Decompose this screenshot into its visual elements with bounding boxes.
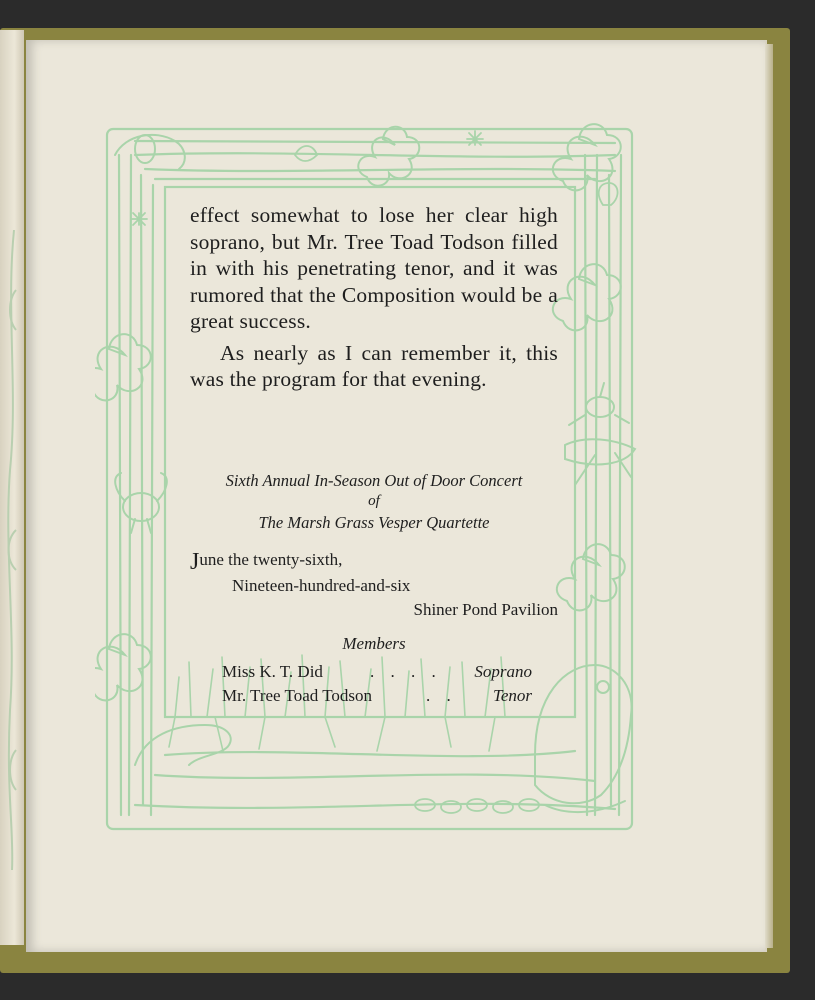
member-leader-dots: . . xyxy=(426,686,457,705)
page-stack-edge xyxy=(765,44,773,948)
member-name: Mr. Tree Toad Todson xyxy=(222,686,373,705)
venue-line: Shiner Pond Pavilion xyxy=(413,600,558,619)
concert-title-line-3: The Marsh Grass Vesper Quartette xyxy=(258,513,490,532)
date-dropcap: J xyxy=(190,549,200,575)
member-role: Tenor xyxy=(492,686,532,705)
member-leader-dots: . . . . xyxy=(370,662,442,681)
left-page-edge xyxy=(0,30,24,945)
body-text xyxy=(190,202,558,393)
concert-title-line-1: Sixth Annual In-Season Out of Door Concert xyxy=(225,471,523,490)
concert-date-venue xyxy=(190,548,558,622)
member-name: Miss K. T. Did xyxy=(222,662,323,681)
date-line-2: Nineteen-hundred-and-six xyxy=(232,576,411,595)
body-paragraph-2: As nearly as I can remember it, this was the program for that evening. xyxy=(190,340,558,391)
body-paragraph-1: effect somewhat to lose her clear high soprano, but Mr. Tree Toad Todson filled in with his penetrating tenor, and it was rumored that the Composition would be a great success. xyxy=(190,203,558,333)
concert-title-line-2: of xyxy=(368,493,380,509)
members-heading: Members xyxy=(342,634,406,653)
member-role: Soprano xyxy=(474,662,532,681)
left-page-ornament-fragment xyxy=(2,230,20,870)
concert-title xyxy=(190,470,558,533)
date-line-1: June the twenty-sixth, xyxy=(190,549,343,575)
